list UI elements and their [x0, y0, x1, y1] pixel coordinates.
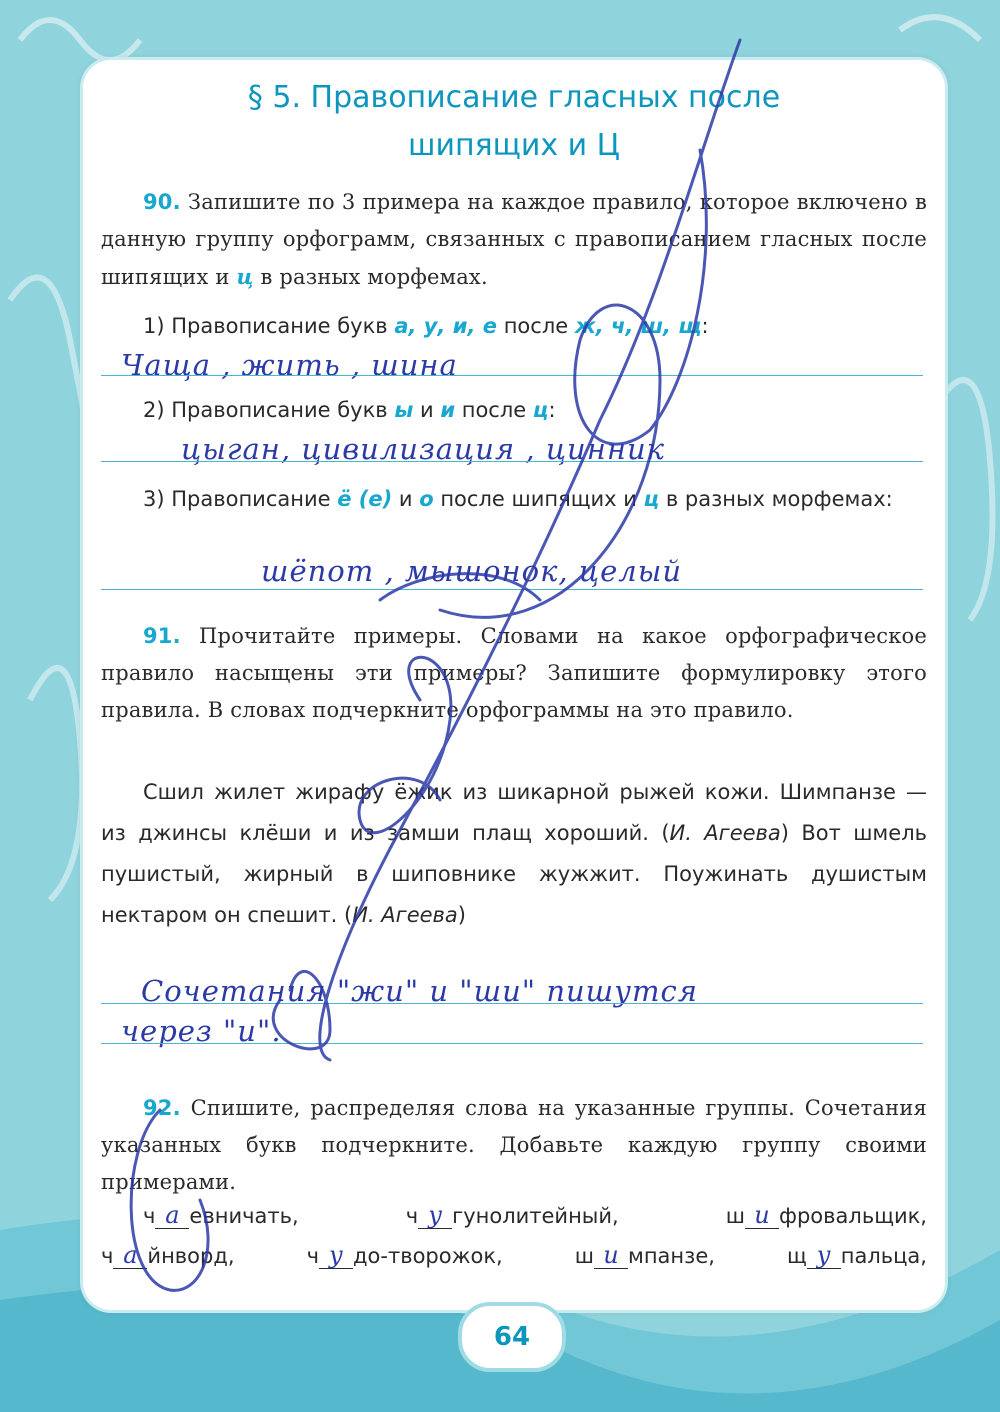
rule-letters: о	[419, 487, 434, 511]
word-row-1	[101, 1202, 927, 1229]
exercise-text: в разных морфемах.	[253, 265, 488, 289]
word-end: пальца,	[840, 1244, 927, 1268]
word-end: мпанзе,	[627, 1244, 715, 1268]
rule-text: :	[701, 314, 709, 338]
letter-gap[interactable]: а	[113, 1242, 147, 1269]
word-end: гунолитейный,	[452, 1204, 619, 1228]
handwritten-answer-2: цыган, цивилизация , цинник	[181, 432, 665, 466]
word-start: ч	[101, 1244, 114, 1268]
word-start: щ	[786, 1244, 807, 1268]
letter-gap[interactable]: у	[418, 1202, 452, 1229]
word-end: йнворд,	[147, 1244, 235, 1268]
rule-letters: ц	[643, 487, 660, 511]
word-item	[787, 1242, 927, 1269]
word-start: ч	[143, 1204, 156, 1228]
handwritten-answer-91-line2: через "и".	[121, 1014, 282, 1048]
poem-excerpt	[101, 772, 927, 936]
handwritten-answer-91-line1: Сочетания "жи" и "ши" пишутся	[141, 974, 698, 1008]
rule-letters: ё (е)	[337, 487, 393, 511]
page-number: 64	[458, 1302, 566, 1372]
exercise-text: Прочитайте примеры. Словами на какое орфографическое правило насыщены эти примеры? Запишите формулировку этого правила. В словах подчеркните орфограммы на это правило.	[101, 624, 927, 722]
exercise-92-task	[101, 1090, 927, 1201]
exercise-91-task	[101, 618, 927, 729]
rule-text: 2) Правописание букв	[143, 398, 395, 422]
section-title-line2: шипящих и Ц	[408, 128, 620, 163]
word-end: фровальщик,	[779, 1204, 927, 1228]
exercise-text: Спишите, распределяя слова на указанные группы. Сочетания указанных букв подчеркните. Добавьте каждую группу своими примерами.	[101, 1096, 927, 1194]
exercise-90-task	[101, 184, 927, 296]
rule-1	[143, 308, 933, 345]
handwritten-answer-3: шёпот , мышонок, целый	[261, 554, 682, 588]
rule-letters: ж, ч, ш, щ	[574, 314, 702, 338]
word-item	[307, 1242, 503, 1269]
exercise-number: 92.	[143, 1096, 181, 1120]
poem-author: И. Агеева	[669, 821, 781, 845]
word-row-2	[101, 1242, 927, 1269]
word-start: ч	[306, 1244, 320, 1268]
letter-gap[interactable]: и	[745, 1202, 779, 1229]
handwritten-answer-1: Чаща , жить , шина	[121, 348, 458, 382]
section-title-line1: § 5. Правописание гласных после	[247, 80, 781, 115]
exercise-text: Запишите по 3 примера на каждое правило, которое включено в данную группу орфограмм, связанных с правописанием гласных после шипящих и	[101, 190, 927, 289]
letter-gap[interactable]: у	[319, 1242, 353, 1269]
answer-line	[101, 375, 923, 376]
rule-letters: ц	[532, 398, 549, 422]
word-item	[143, 1202, 299, 1229]
rule-letters: а, у, и, е	[394, 314, 498, 338]
rule-text: и	[392, 487, 420, 511]
rule-text: :	[548, 398, 556, 422]
word-end: до-творожок,	[353, 1244, 503, 1268]
word-start: ш	[574, 1244, 594, 1268]
poem-author: И. Агеева	[352, 903, 458, 927]
rule-3	[101, 481, 931, 518]
rule-2	[143, 392, 933, 429]
word-item	[575, 1242, 715, 1269]
word-end: евничать,	[189, 1204, 299, 1228]
rule-text: и	[413, 398, 441, 422]
exercise-number: 90.	[143, 190, 181, 214]
rule-letters: ы	[394, 398, 414, 422]
answer-line	[101, 1043, 923, 1044]
answer-line	[101, 589, 923, 590]
letter-gap[interactable]: у	[807, 1242, 841, 1269]
rule-text: в разных морфемах:	[659, 487, 893, 511]
answer-line	[101, 461, 923, 462]
rule-letters: и	[440, 398, 456, 422]
rule-text: после шипящих и	[433, 487, 644, 511]
poem-text: )	[457, 903, 466, 927]
word-item	[101, 1242, 235, 1269]
poem-text: ) Вот шмель пушистый, жирный в шиповнике жужжит. Поужинать душистым нектаром он спешит. (	[101, 821, 927, 927]
word-start: ш	[725, 1204, 746, 1228]
word-item	[406, 1202, 619, 1229]
highlight-letter: ц	[236, 264, 254, 289]
rule-text: 3) Правописание	[143, 487, 338, 511]
answer-line	[101, 1003, 923, 1004]
word-start: ч	[405, 1204, 419, 1228]
workbook-page	[83, 60, 945, 1310]
letter-gap[interactable]: и	[594, 1242, 628, 1269]
letter-gap[interactable]: а	[155, 1202, 189, 1229]
word-item	[726, 1202, 927, 1229]
poem-text: Сшил жилет жирафу ёжик из шикарной рыжей кожи. Шимпанзе — из джинсы клёши и из замши плащ хороший. (	[101, 780, 927, 845]
rule-text: 1) Правописание букв	[143, 314, 395, 338]
rule-text: после	[497, 314, 575, 338]
rule-text: после	[455, 398, 533, 422]
exercise-number: 91.	[143, 624, 181, 648]
